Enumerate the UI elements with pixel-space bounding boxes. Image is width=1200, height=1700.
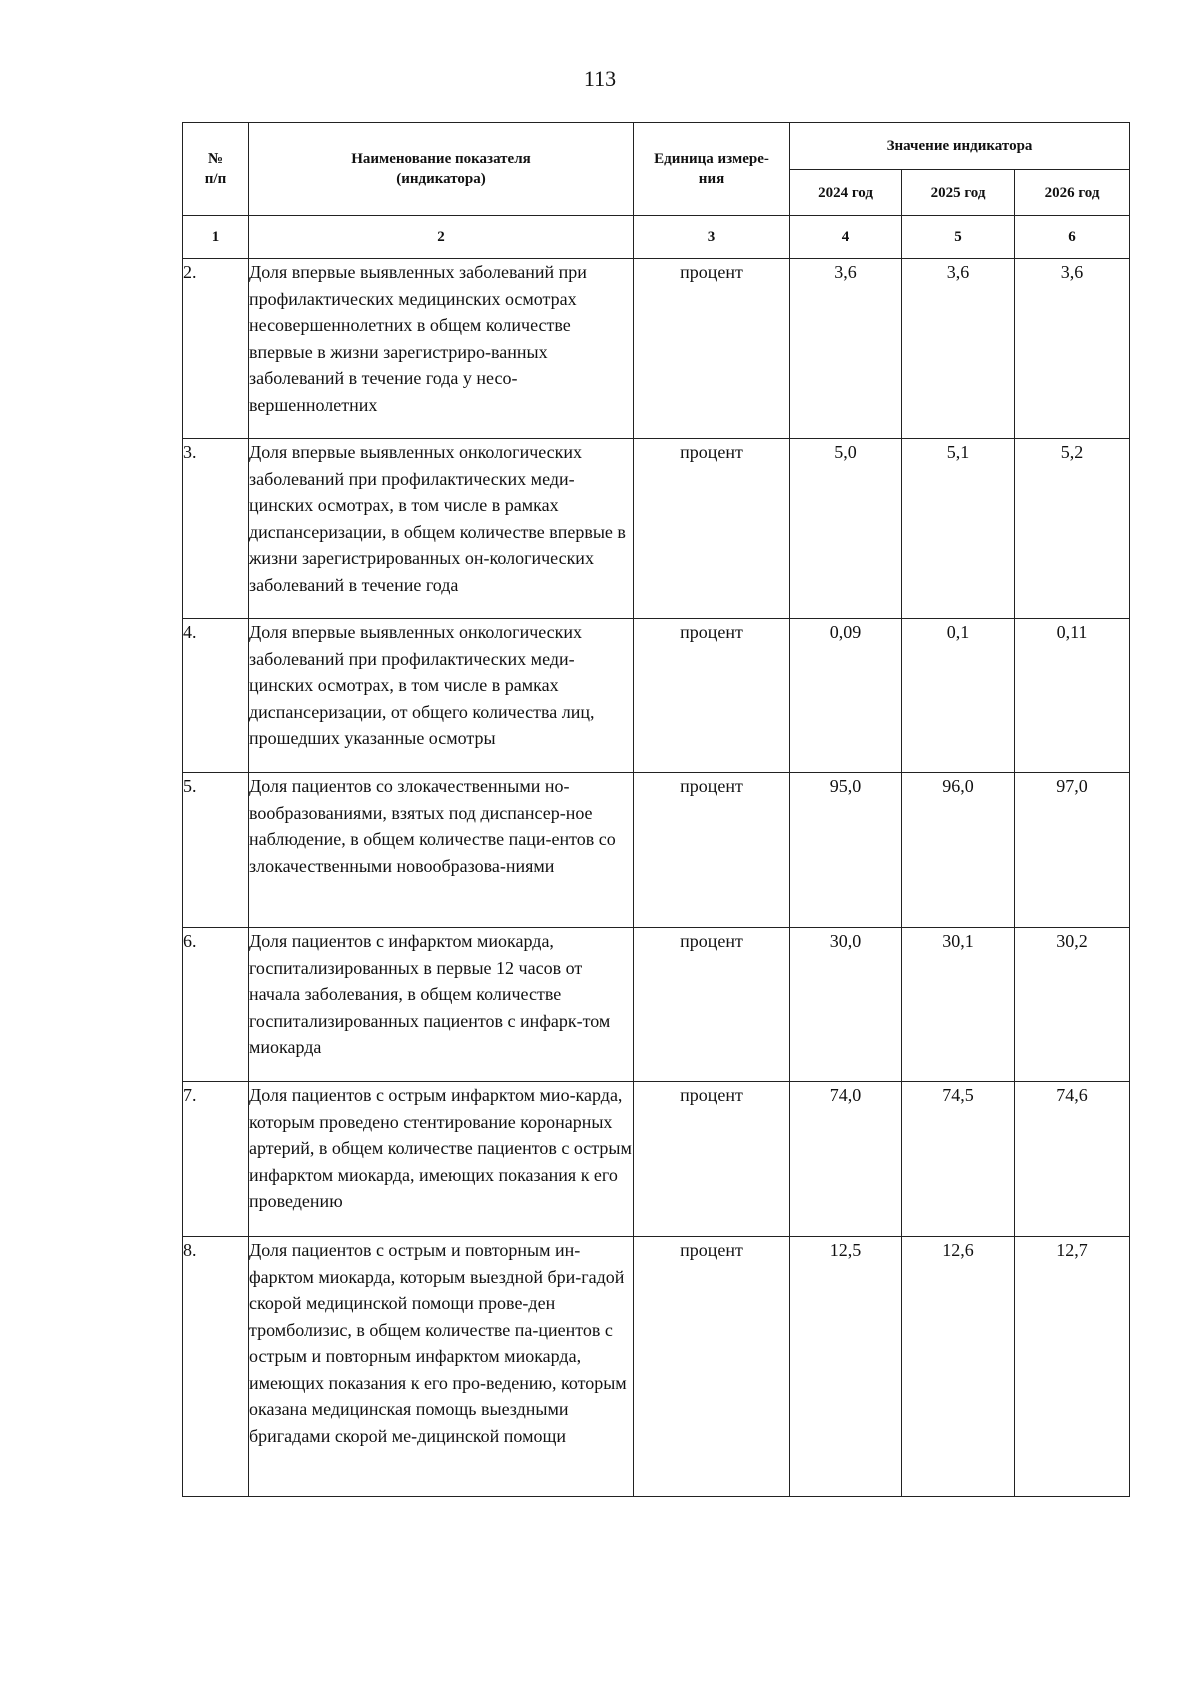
value-2024: 5,0: [790, 439, 902, 619]
row-number: 3.: [183, 439, 249, 619]
row-number: 6.: [183, 928, 249, 1082]
value-2026: 5,2: [1015, 439, 1130, 619]
unit-cell: процент: [634, 259, 790, 439]
header-value-group: Значение индикатора: [790, 123, 1130, 170]
indicator-name: Доля пациентов со злокачественными но-вообразованиями, взятых под диспансер-ное наблюдение, в общем количестве паци-ентов со злокачественными новообразова-ниями: [249, 773, 634, 928]
header-name: Наименование показателя (индикатора): [249, 123, 634, 216]
indicator-name: Доля впервые выявленных онкологических заболеваний при профилактических меди-цинских осмотрах, в том числе в рамках диспансеризации, от общего количества лиц, прошедших указанные осмотры: [249, 619, 634, 773]
column-number: 3: [634, 216, 790, 259]
table-row: [183, 773, 1130, 928]
column-number: 1: [183, 216, 249, 259]
table-row: [183, 259, 1130, 439]
value-2026: 3,6: [1015, 259, 1130, 439]
header-no: № п/п: [183, 123, 249, 216]
value-2026: 12,7: [1015, 1237, 1130, 1497]
value-2026: 74,6: [1015, 1082, 1130, 1237]
value-2025: 5,1: [902, 439, 1015, 619]
row-number: 4.: [183, 619, 249, 773]
unit-cell: процент: [634, 1082, 790, 1237]
column-number: 2: [249, 216, 634, 259]
header-unit: Единица измере- ния: [634, 123, 790, 216]
page-number: 113: [583, 66, 617, 91]
value-2024: 30,0: [790, 928, 902, 1082]
unit-cell: процент: [634, 439, 790, 619]
header-year-2026: 2026 год: [1015, 170, 1130, 216]
indicator-name: Доля впервые выявленных заболеваний при профилактических медицинских осмотрах несовершеннолетних в общем количестве впервые в жизни зарегистриро-ванных заболеваний в течение года у несо-вершеннолетних: [249, 259, 634, 439]
table-row: [183, 619, 1130, 773]
table-row: [183, 439, 1130, 619]
indicator-name: Доля впервые выявленных онкологических заболеваний при профилактических меди-цинских осмотрах, в том числе в рамках диспансеризации, в общем количестве впервые в жизни зарегистрированных он-кологических заболеваний в течение года: [249, 439, 634, 619]
unit-cell: процент: [634, 773, 790, 928]
indicator-name: Доля пациентов с острым и повторным ин-фарктом миокарда, которым выездной бри-гадой скорой медицинской помощи прове-ден тромболизис, в общем количестве па-циентов с острым и повторным инфарктом миокарда, имеющих показания к его про-ведению, которым оказана медицинская помощь выездными бригадами скорой ме-дицинской помощи: [249, 1237, 634, 1497]
unit-cell: процент: [634, 1237, 790, 1497]
value-2026: 97,0: [1015, 773, 1130, 928]
value-2024: 3,6: [790, 259, 902, 439]
row-number: 2.: [183, 259, 249, 439]
value-2025: 3,6: [902, 259, 1015, 439]
column-number: 4: [790, 216, 902, 259]
value-2026: 0,11: [1015, 619, 1130, 773]
column-numbers-row: [183, 216, 1130, 259]
value-2025: 0,1: [902, 619, 1015, 773]
header-year-2025: 2025 год: [902, 170, 1015, 216]
table-row: [183, 1082, 1130, 1237]
value-2024: 95,0: [790, 773, 902, 928]
value-2024: 74,0: [790, 1082, 902, 1237]
header-year-2024: 2024 год: [790, 170, 902, 216]
table-row: [183, 928, 1130, 1082]
unit-cell: процент: [634, 619, 790, 773]
value-2024: 12,5: [790, 1237, 902, 1497]
indicators-table: [182, 122, 1130, 1497]
column-number: 5: [902, 216, 1015, 259]
column-number: 6: [1015, 216, 1130, 259]
indicator-name: Доля пациентов с острым инфарктом мио-карда, которым проведено стентирование коронарных артерий, в общем количестве пациентов с острым инфарктом миокарда, имеющих показания к его проведению: [249, 1082, 634, 1237]
table-row: [183, 1237, 1130, 1497]
unit-cell: процент: [634, 928, 790, 1082]
row-number: 8.: [183, 1237, 249, 1497]
value-2025: 12,6: [902, 1237, 1015, 1497]
value-2025: 74,5: [902, 1082, 1015, 1237]
indicator-name: Доля пациентов с инфарктом миокарда, госпитализированных в первые 12 часов от начала заболевания, в общем количестве госпитализированных пациентов с инфарк-том миокарда: [249, 928, 634, 1082]
row-number: 7.: [183, 1082, 249, 1237]
value-2024: 0,09: [790, 619, 902, 773]
row-number: 5.: [183, 773, 249, 928]
value-2025: 30,1: [902, 928, 1015, 1082]
value-2026: 30,2: [1015, 928, 1130, 1082]
value-2025: 96,0: [902, 773, 1015, 928]
